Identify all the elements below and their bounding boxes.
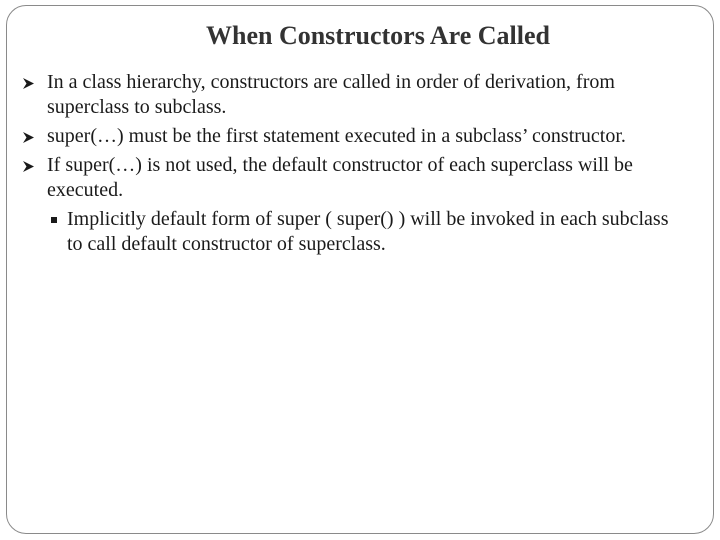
sub-bullet-text: Implicitly default form of super ( super() ) will be invoked in each subclass to call default constructor of superclass. (67, 208, 669, 255)
bullet-text: In a class hierarchy, constructors are called in order of derivation, from superclass to subclass. (47, 71, 615, 118)
arrow-bullet-icon (22, 160, 35, 173)
slide-title: When Constructors Are Called (205, 21, 550, 50)
arrow-bullet-icon (22, 77, 35, 90)
arrow-bullet-icon (22, 131, 35, 144)
bullet-text: If super(…) is not used, the default constructor of each superclass will be executed. (47, 154, 633, 201)
bullet-text: super(…) must be the first statement executed in a subclass’ constructor. (47, 125, 626, 147)
bullet-item (22, 124, 672, 149)
bullet-item (22, 153, 672, 203)
sub-bullet-item (22, 207, 672, 257)
square-bullet-icon (51, 217, 57, 223)
slide-content (22, 70, 672, 257)
bullet-item (22, 70, 672, 120)
